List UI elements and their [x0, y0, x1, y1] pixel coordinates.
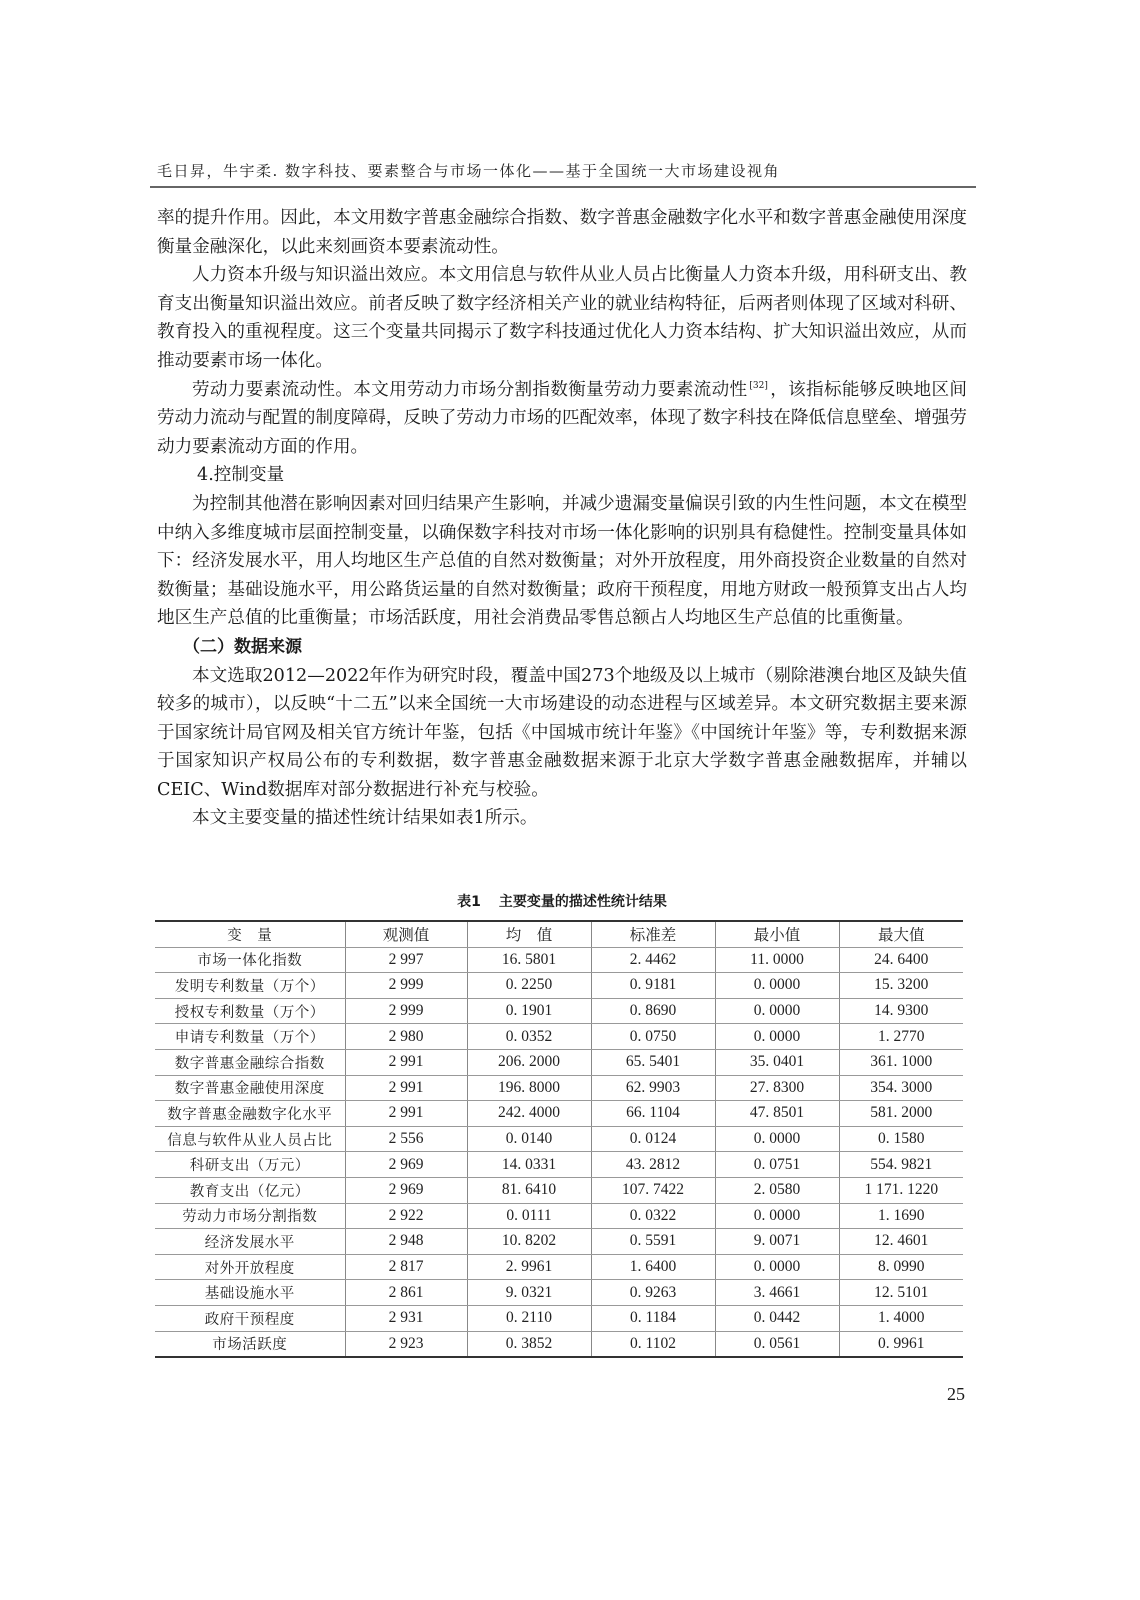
cell-variable: 对外开放程度: [155, 1254, 345, 1280]
cell-min: 0. 0000: [715, 998, 839, 1024]
cell-min: 0. 0751: [715, 1152, 839, 1178]
cell-max: 1. 2770: [839, 1024, 963, 1050]
cell-std: 0. 5591: [591, 1229, 715, 1255]
running-head: 毛日昇，牛宇柔. 数字科技、要素整合与市场一体化——基于全国统一大市场建设视角: [157, 162, 781, 180]
cell-max: 581. 2000: [839, 1101, 963, 1127]
cell-min: 47. 8501: [715, 1101, 839, 1127]
cell-max: 354. 3000: [839, 1075, 963, 1101]
cell-variable: 市场一体化指数: [155, 947, 345, 973]
cell-variable: 市场活跃度: [155, 1331, 345, 1357]
cell-min: 9. 0071: [715, 1229, 839, 1255]
cell-max: 1. 4000: [839, 1305, 963, 1331]
cell-min: 0. 0442: [715, 1305, 839, 1331]
cell-mean: 196. 8000: [467, 1075, 591, 1101]
header-variable: 变 量: [155, 921, 345, 947]
cell-variable: 数字普惠金融数字化水平: [155, 1101, 345, 1127]
cell-variable: 数字普惠金融使用深度: [155, 1075, 345, 1101]
cell-observations: 2 923: [345, 1331, 467, 1357]
table-row: [155, 1024, 963, 1050]
cell-min: 35. 0401: [715, 1049, 839, 1075]
cell-observations: 2 999: [345, 998, 467, 1024]
cell-variable: 政府干预程度: [155, 1305, 345, 1331]
cell-std: 0. 8690: [591, 998, 715, 1024]
subsection-heading: 4.控制变量: [197, 465, 285, 486]
cell-min: 11. 0000: [715, 947, 839, 973]
cell-mean: 0. 2250: [467, 973, 591, 999]
section-heading: （二）数据来源: [183, 636, 302, 657]
cell-max: 24. 6400: [839, 947, 963, 973]
cell-mean: 2. 9961: [467, 1254, 591, 1280]
table-row: [155, 1305, 963, 1331]
cell-observations: 2 969: [345, 1152, 467, 1178]
cell-max: 361. 1000: [839, 1049, 963, 1075]
cell-mean: 14. 0331: [467, 1152, 591, 1178]
cell-min: 0. 0561: [715, 1331, 839, 1357]
cell-observations: 2 991: [345, 1075, 467, 1101]
cell-std: 0. 1102: [591, 1331, 715, 1357]
table-row: [155, 1152, 963, 1178]
cell-mean: 242. 4000: [467, 1101, 591, 1127]
paragraph: 人力资本升级与知识溢出效应。本文用信息与软件从业人员占比衡量人力资本升级，用科研支出、教育支出衡量知识溢出效应。前者反映了数字经济相关产业的就业结构特征，后两者则体现了区域对科研、教育投入的重视程度。这三个变量共同揭示了数字科技通过优化人力资本结构、扩大知识溢出效应，从而推动要素市场一体化。: [157, 265, 967, 371]
table-row: [155, 973, 963, 999]
cell-max: 1. 1690: [839, 1203, 963, 1229]
paragraph: [157, 376, 967, 462]
descriptive-statistics-table: [155, 920, 963, 1358]
cell-std: 66. 1104: [591, 1101, 715, 1127]
cell-std: 2. 4462: [591, 947, 715, 973]
cell-std: 62. 9903: [591, 1075, 715, 1101]
cell-variable: 信息与软件从业人员占比: [155, 1126, 345, 1152]
paragraph: 本文选取2012—2022年作为研究时段，覆盖中国273个地级及以上城市（剔除港澳台地区及缺失值较多的城市），以反映“十二五”以来全国统一大市场建设的动态进程与区域差异。本文研究数据主要来源于国家统计局官网及相关官方统计年鉴，包括《中国城市统计年鉴》《中国统计年鉴》等，专利数据来源于国家知识产权局公布的专利数据，数字普惠金融数据来源于北京大学数字普惠金融数据库，并辅以CEIC、Wind数据库对部分数据进行补充与校验。: [157, 665, 967, 800]
header-max: 最大值: [839, 921, 963, 947]
table-row: [155, 1075, 963, 1101]
cell-observations: 2 991: [345, 1101, 467, 1127]
cell-mean: 0. 1901: [467, 998, 591, 1024]
cell-std: 1. 6400: [591, 1254, 715, 1280]
cell-std: 65. 5401: [591, 1049, 715, 1075]
cell-std: 0. 0124: [591, 1126, 715, 1152]
cell-mean: 0. 0140: [467, 1126, 591, 1152]
table-row: [155, 1280, 963, 1306]
cell-std: 107. 7422: [591, 1177, 715, 1203]
cell-max: 14. 9300: [839, 998, 963, 1024]
cell-max: 12. 5101: [839, 1280, 963, 1306]
header-rule: [150, 186, 976, 188]
cell-std: 43. 2812: [591, 1152, 715, 1178]
cell-min: 3. 4661: [715, 1280, 839, 1306]
cell-mean: 16. 5801: [467, 947, 591, 973]
citation: [32]: [749, 380, 768, 391]
cell-mean: 0. 2110: [467, 1305, 591, 1331]
cell-min: 0. 0000: [715, 1126, 839, 1152]
table-row: [155, 1254, 963, 1280]
cell-max: 0. 9961: [839, 1331, 963, 1357]
cell-variable: 发明专利数量（万个）: [155, 973, 345, 999]
cell-variable: 经济发展水平: [155, 1229, 345, 1255]
table-row: [155, 1177, 963, 1203]
body-text: [157, 204, 967, 833]
cell-observations: 2 556: [345, 1126, 467, 1152]
cell-variable: 申请专利数量（万个）: [155, 1024, 345, 1050]
table-number: 表1: [457, 894, 481, 910]
paragraph-text: 劳动力要素流动性。本文用劳动力市场分割指数衡量劳动力要素流动性: [192, 379, 748, 400]
cell-max: 0. 1580: [839, 1126, 963, 1152]
cell-mean: 0. 0111: [467, 1203, 591, 1229]
cell-max: 15. 3200: [839, 973, 963, 999]
cell-std: 0. 9263: [591, 1280, 715, 1306]
table-row: [155, 1203, 963, 1229]
cell-observations: 2 922: [345, 1203, 467, 1229]
cell-observations: 2 948: [345, 1229, 467, 1255]
table-row: [155, 998, 963, 1024]
cell-observations: 2 969: [345, 1177, 467, 1203]
cell-observations: 2 817: [345, 1254, 467, 1280]
cell-std: 0. 1184: [591, 1305, 715, 1331]
cell-observations: 2 999: [345, 973, 467, 999]
paragraph-text: ，该指标能够反映地区间劳动力流动与配置的制度障碍，反映了劳动力市场的匹配效率，体现了数字科技在降低信息壁垒、增强劳动力要素流动方面的作用。: [157, 379, 967, 457]
cell-variable: 教育支出（亿元）: [155, 1177, 345, 1203]
table-row: [155, 1049, 963, 1075]
cell-mean: 10. 8202: [467, 1229, 591, 1255]
cell-min: 0. 0000: [715, 1024, 839, 1050]
cell-std: 0. 0750: [591, 1024, 715, 1050]
paragraph: 本文主要变量的描述性统计结果如表1所示。: [192, 808, 538, 829]
cell-mean: 81. 6410: [467, 1177, 591, 1203]
page-number: 25: [947, 1384, 965, 1404]
cell-min: 0. 0000: [715, 1254, 839, 1280]
table-header-row: [155, 921, 963, 947]
cell-mean: 0. 0352: [467, 1024, 591, 1050]
cell-observations: 2 991: [345, 1049, 467, 1075]
cell-min: 27. 8300: [715, 1075, 839, 1101]
cell-variable: 劳动力市场分割指数: [155, 1203, 345, 1229]
table-body: [155, 947, 963, 1357]
cell-observations: 2 980: [345, 1024, 467, 1050]
cell-min: 0. 0000: [715, 973, 839, 999]
header-std: 标准差: [591, 921, 715, 947]
cell-max: 12. 4601: [839, 1229, 963, 1255]
cell-observations: 2 931: [345, 1305, 467, 1331]
cell-variable: 基础设施水平: [155, 1280, 345, 1306]
header-observations: 观测值: [345, 921, 467, 947]
cell-mean: 0. 3852: [467, 1331, 591, 1357]
table-row: [155, 1229, 963, 1255]
cell-max: 8. 0990: [839, 1254, 963, 1280]
cell-std: 0. 0322: [591, 1203, 715, 1229]
cell-variable: 授权专利数量（万个）: [155, 998, 345, 1024]
table-title: 主要变量的描述性统计结果: [498, 894, 667, 910]
cell-min: 0. 0000: [715, 1203, 839, 1229]
cell-variable: 数字普惠金融综合指数: [155, 1049, 345, 1075]
cell-mean: 9. 0321: [467, 1280, 591, 1306]
cell-observations: 2 997: [345, 947, 467, 973]
paragraph: 为控制其他潜在影响因素对回归结果产生影响，并减少遗漏变量偏误引致的内生性问题，本文在模型中纳入多维度城市层面控制变量，以确保数字科技对市场一体化影响的识别具有稳健性。控制变量具体如下：经济发展水平，用人均地区生产总值的自然对数衡量；对外开放程度，用外商投资企业数量的自然对数衡量；基础设施水平，用公路货运量的自然对数衡量；政府干预程度，用地方财政一般预算支出占人均地区生产总值的比重衡量；市场活跃度，用社会消费品零售总额占人均地区生产总值的比重衡量。: [157, 493, 967, 629]
cell-std: 0. 9181: [591, 973, 715, 999]
paragraph: 率的提升作用。因此，本文用数字普惠金融综合指数、数字普惠金融数字化水平和数字普惠金融使用深度衡量金融深化，以此来刻画资本要素流动性。: [157, 208, 967, 257]
table-caption: [157, 891, 967, 911]
header-min: 最小值: [715, 921, 839, 947]
cell-observations: 2 861: [345, 1280, 467, 1306]
cell-min: 2. 0580: [715, 1177, 839, 1203]
header-mean: 均 值: [467, 921, 591, 947]
cell-max: 1 171. 1220: [839, 1177, 963, 1203]
table-row: [155, 1331, 963, 1357]
cell-max: 554. 9821: [839, 1152, 963, 1178]
cell-variable: 科研支出（万元）: [155, 1152, 345, 1178]
cell-mean: 206. 2000: [467, 1049, 591, 1075]
table-row: [155, 1101, 963, 1127]
table-row: [155, 947, 963, 973]
table-row: [155, 1126, 963, 1152]
